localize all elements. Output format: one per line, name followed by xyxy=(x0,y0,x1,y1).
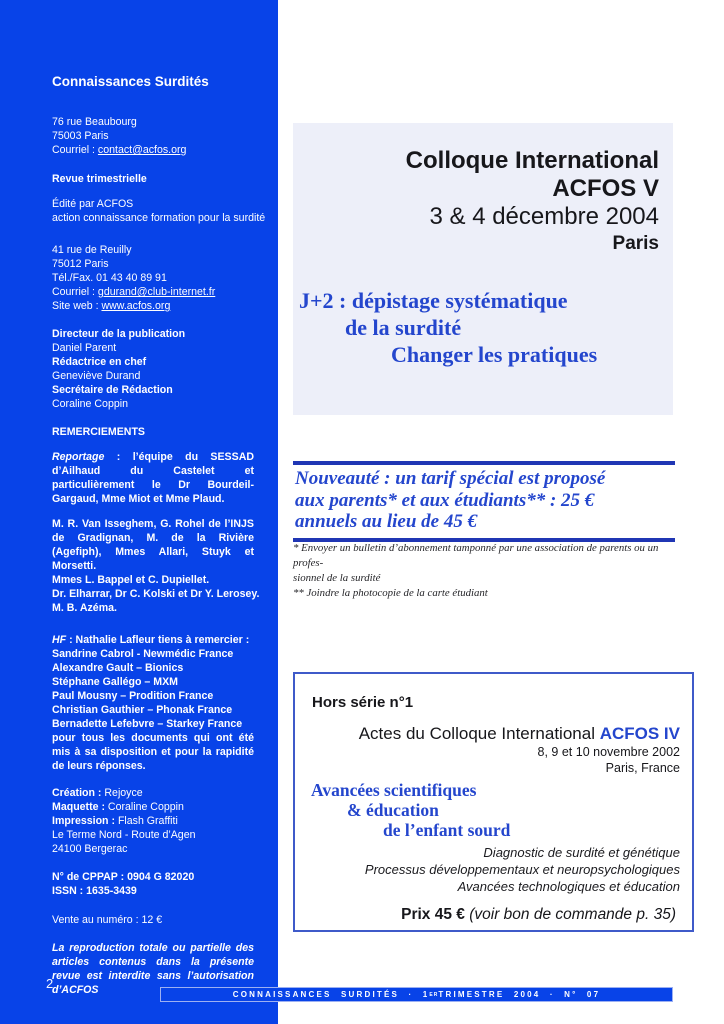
actes-line xyxy=(307,724,680,744)
price-note: (voir bon de commande p. 35) xyxy=(464,906,676,923)
thanks-line: Dr. Elharrar, Dr C. Kolski et Dr Y. Lerosey. xyxy=(52,588,260,600)
credit-label: Maquette : xyxy=(52,801,105,813)
hf-thanks-block xyxy=(52,633,254,773)
credits-block xyxy=(52,786,254,856)
footnote-line: * Envoyer un bulletin d’abonnement tamponné par une association de parents ou un profes- xyxy=(293,542,659,569)
address-line: 75003 Paris xyxy=(52,130,109,142)
printer-address-line: Le Terme Nord - Route d’Agen xyxy=(52,829,196,841)
contact-line: Tél./Fax. 01 43 40 89 91 xyxy=(52,272,167,284)
colloque-theme-block xyxy=(293,287,673,368)
credit-line xyxy=(52,814,254,828)
reportage-paragraph xyxy=(52,450,254,506)
hf-name: Christian Gauthier – Phonak France xyxy=(52,704,233,716)
topic-line: Diagnostic de surdité et génétique xyxy=(483,845,680,860)
siteweb-label: Site web : xyxy=(52,300,102,312)
topic-line: Processus développementaux et neuropsychologiques xyxy=(364,862,680,877)
hors-serie-heading: Hors série n°1 xyxy=(312,694,414,711)
topic-line: Avancées technologiques et éducation xyxy=(457,879,680,894)
colloque-date-line: 3 & 4 décembre 2004 xyxy=(429,203,659,230)
hf-intro-text: : Nathalie Lafleur tiens à remercier : xyxy=(66,634,250,646)
staff-role: Secrétaire de Rédaction xyxy=(52,384,173,396)
courriel-label: Courriel : xyxy=(52,144,98,156)
thanks-line: Mmes L. Bappel et C. Dupiellet. xyxy=(52,574,210,586)
promo-line: Nouveauté : un tarif spécial est proposé xyxy=(295,468,606,489)
theme-line: de la surdité xyxy=(345,315,462,340)
contact-line: 41 rue de Reuilly xyxy=(52,244,132,256)
acfos-iv-label: ACFOS IV xyxy=(599,724,680,743)
hf-name: Alexandre Gault – Bionics xyxy=(52,662,184,674)
legal-notice: La reproduction totale ou partielle des articles contenus dans la présente revue est interdite sans l’autorisation d’ACFOS xyxy=(52,942,254,996)
credit-line xyxy=(52,800,254,814)
actes-title-line: de l’enfant sourd xyxy=(383,820,511,840)
actes-prefix: Actes du Colloque International xyxy=(358,724,600,743)
page-number: 2 xyxy=(46,976,54,991)
remerciements-heading: REMERCIEMENTS xyxy=(52,426,145,438)
contact-line: 75012 Paris xyxy=(52,258,109,270)
footer-text-prefix: CONNAISSANCES SURDITÉS · 1 xyxy=(232,990,430,999)
courriel2-link[interactable]: gdurand@club-internet.fr xyxy=(97,286,216,298)
courriel2-line xyxy=(52,285,254,299)
theme-line: J+2 : dépistage systématique xyxy=(299,288,568,313)
vente-line: Vente au numéro : 12 € xyxy=(52,914,163,926)
address-block xyxy=(52,115,254,157)
promo-footnotes xyxy=(293,541,677,601)
registration-block xyxy=(52,870,254,898)
printer-address-line: 24100 Bergerac xyxy=(52,843,128,855)
hf-name: Stéphane Gallégo – MXM xyxy=(52,676,178,688)
hf-intro xyxy=(52,633,254,647)
editeur-line: action connaissance formation pour la surdité xyxy=(52,212,266,224)
credit-label: Impression : xyxy=(52,815,115,827)
actes-title-line: Avancées scientifiques xyxy=(311,780,477,800)
colloque-announcement-box xyxy=(293,123,673,415)
footnote-line: ** Joindre la photocopie de la carte étudiant xyxy=(293,587,488,599)
courriel-link[interactable]: contact@acfos.org xyxy=(97,144,187,156)
staff-name: Coraline Coppin xyxy=(52,398,128,410)
price-line xyxy=(307,906,680,924)
hf-label: HF xyxy=(52,634,67,646)
colloque-city-line: Paris xyxy=(612,233,659,254)
journal-title: Connaissances Surdités xyxy=(52,74,209,89)
credit-line xyxy=(52,786,254,800)
theme-line: Changer les pratiques xyxy=(391,342,598,367)
colloque-title-block xyxy=(293,123,673,257)
staff-role: Directeur de la publication xyxy=(52,328,186,340)
staff-name: Daniel Parent xyxy=(52,342,117,354)
revue-trimestrielle-label: Revue trimestrielle xyxy=(52,173,147,185)
cppap-line: N° de CPPAP : 0904 G 82020 xyxy=(52,871,195,883)
credit-value: Rejoyce xyxy=(101,787,143,799)
courriel-line xyxy=(52,143,254,157)
reportage-label: Reportage xyxy=(52,451,105,463)
credit-value: Flash Graffiti xyxy=(115,815,178,827)
hf-name: Bernadette Lefebvre – Starkey France xyxy=(52,718,243,730)
courriel2-label: Courriel : xyxy=(52,286,98,298)
hf-closing: pour tous les documents qui ont été mis à sa disposition et pour la rapidité de leurs réponses. xyxy=(52,732,254,772)
thanks-paragraph: M. R. Van Isseghem, G. Rohel de l’INJS de Gradignan, M. de la Rivière (Agefiph), Mmes Allari, Stuyk et Morsetti. xyxy=(52,518,254,572)
actes-topics xyxy=(307,844,680,895)
thanks-block xyxy=(52,517,260,615)
staff-name: Geneviève Durand xyxy=(52,370,141,382)
masthead-content xyxy=(52,0,266,997)
actes-date: 8, 9 et 10 novembre 2002 xyxy=(537,745,680,759)
actes-title-line: & éducation xyxy=(347,800,439,820)
credit-value: Coraline Coppin xyxy=(104,801,184,813)
footnote-line: sionnel de la surdité xyxy=(293,572,381,584)
tarif-promo-banner xyxy=(293,461,675,542)
staff-role: Rédactrice en chef xyxy=(52,356,147,368)
staff-block xyxy=(52,327,254,411)
credit-label: Création : xyxy=(52,787,102,799)
left-blue-panel xyxy=(0,0,278,1024)
footer-journal-bar: CONNAISSANCES SURDITÉS · 1 ER TRIMESTRE 2004 · N° 07 xyxy=(160,987,673,1002)
promo-line: annuels au lieu de 45 € xyxy=(295,511,478,532)
reportage-text: : l’équipe du SESSAD d’Ailhaud du Castelet et particulièrement le Dr Bourdeil-Gargaud, Mme Miot et Mme Plaud. xyxy=(52,451,254,505)
footer-text-suffix: TRIMESTRE 2004 · N° 07 xyxy=(438,990,601,999)
address-line: 76 rue Beaubourg xyxy=(52,116,137,128)
siteweb-line xyxy=(52,299,254,313)
thanks-line: M. B. Azéma. xyxy=(52,602,117,614)
promo-line: aux parents* et aux étudiants** : 25 € xyxy=(295,489,595,511)
actes-title-block xyxy=(311,780,680,840)
hf-name: Paul Mousny – Prodition France xyxy=(52,690,214,702)
price-amount: Prix 45 € xyxy=(401,906,465,923)
colloque-title-line: Colloque International xyxy=(405,147,659,174)
editeur-line: Édité par ACFOS xyxy=(52,198,134,210)
editeur-block xyxy=(52,197,266,225)
hf-name: Sandrine Cabrol - Newmédic France xyxy=(52,648,234,660)
colloque-title-line: ACFOS V xyxy=(552,175,659,202)
siteweb-link[interactable]: www.acfos.org xyxy=(101,300,171,312)
contact-block xyxy=(52,243,254,313)
hors-serie-box xyxy=(293,672,694,932)
issn-line: ISSN : 1635-3439 xyxy=(52,885,137,897)
actes-place: Paris, France xyxy=(605,761,680,775)
